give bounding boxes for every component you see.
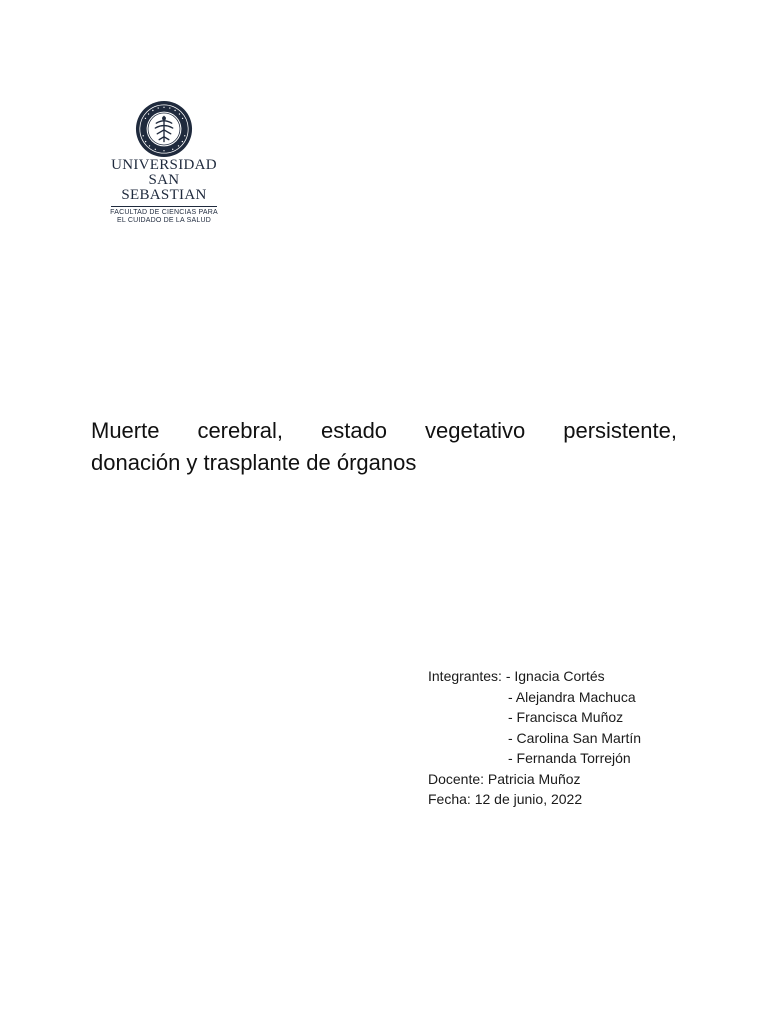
- title-word: estado: [320, 418, 388, 443]
- faculty-name: [108, 209, 220, 225]
- member-item: - Alejandra Machuca: [508, 688, 636, 705]
- document-info: [428, 666, 641, 810]
- university-seal-icon: [135, 100, 193, 158]
- logo-divider: [111, 206, 217, 207]
- title-word: cerebral,: [197, 418, 284, 443]
- university-name-line1: UNIVERSIDAD: [111, 157, 217, 173]
- fecha-line: Fecha: 12 de junio, 2022: [428, 791, 583, 807]
- university-name: [108, 158, 220, 203]
- integrantes-label: Integrantes: - Ignacia Cortés: [428, 668, 605, 684]
- member-item: - Francisca Muñoz: [508, 709, 624, 725]
- title-word: Muerte: [91, 418, 160, 443]
- faculty-name-line2: EL CUIDADO DE LA SALUD: [116, 217, 211, 224]
- title-word: persistente,: [563, 418, 677, 443]
- university-logo: [108, 100, 220, 225]
- faculty-name-line1: FACULTAD DE CIENCIAS PARA: [110, 209, 218, 216]
- title-word: vegetativo: [425, 418, 526, 443]
- document-title: [91, 415, 677, 479]
- member-item: - Fernanda Torrejón: [508, 750, 631, 766]
- title-line1: [91, 415, 677, 447]
- docente-line: Docente: Patricia Muñoz: [428, 770, 581, 787]
- university-name-line2: SAN SEBASTIAN: [121, 172, 207, 203]
- member-item: - Carolina San Martín: [508, 729, 642, 746]
- title-line2: donación y trasplante de órganos: [91, 450, 417, 475]
